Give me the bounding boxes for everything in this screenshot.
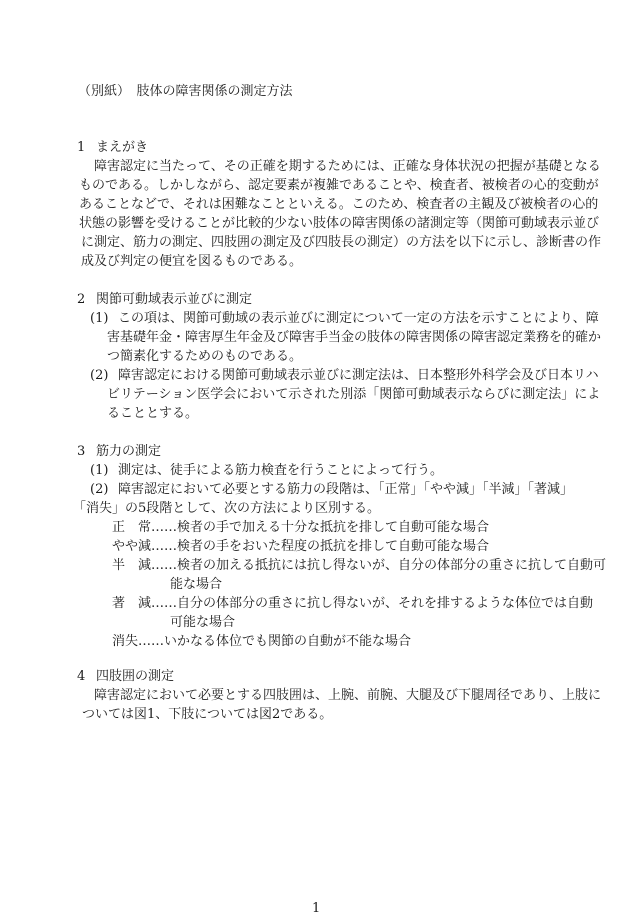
section-heading: まえがき xyxy=(96,140,149,155)
section-3-number: 3 xyxy=(77,444,86,459)
grade-desc: ……検者の手で加える十分な抵抗を排して自動可能な場合 xyxy=(151,520,490,535)
grade-desc: ……いかなる体位でも関節の自動が不能な場合 xyxy=(138,634,412,649)
grade-desc: ……自分の体部分の重さに抗し得ないが、それを排するような体位では自動 xyxy=(151,596,594,611)
item-label: (2) xyxy=(90,368,109,383)
item-line: 「消失」の5段階として、次の方法により区別する。 xyxy=(73,501,381,516)
item-label: (1) xyxy=(90,311,109,326)
paragraph-line: 障害認定に当たって、その正確を期するためには、正確な身体状況の把握が基礎となる xyxy=(94,159,601,174)
paragraph-line: あることなどで、それは困難なことといえる。このため、検査者の主観及び被検者の心的 xyxy=(79,197,599,212)
item-line: 障害認定において必要とする筋力の段階は、「正常」「やや減」「半減」「著減」 xyxy=(118,482,574,497)
grade-term: 消失 xyxy=(112,634,139,649)
item-line: 測定は、徒手による筋力検査を行うことによって行う。 xyxy=(118,463,444,478)
paragraph-line: ついては図1、下肢については図2である。 xyxy=(82,707,333,722)
grade-term: 半 減 xyxy=(112,558,152,573)
section-number: 1 xyxy=(77,140,86,155)
item-line: つ簡素化するためのものである。 xyxy=(107,349,303,364)
grade-desc: ……検者の加える抵抗には抗し得ないが、自分の体部分の重さに抗して自動可 xyxy=(151,558,607,573)
item-label: (1) xyxy=(90,463,109,478)
grade-term: やや減 xyxy=(112,539,152,554)
item-line: この項は、関節可動域の表示並びに測定について一定の方法を示すことにより、障 xyxy=(118,311,599,326)
section-4-heading: 四肢囲の測定 xyxy=(96,669,175,684)
section-3-heading: 筋力の測定 xyxy=(96,444,162,459)
item-line: ビリテーション医学会において示された別添「関節可動域表示ならびに測定法」によ xyxy=(107,387,601,402)
paragraph-line: 状態の影響を受けることが比較的少ない肢体の障害関係の諸測定等（関節可動域表示並び xyxy=(79,216,600,231)
document-title: （別紙） 肢体の障害関係の測定方法 xyxy=(78,84,293,99)
item-line: 障害認定における関節可動域表示並びに測定法は、日本整形外科学会及び日本リハ xyxy=(118,368,599,383)
paragraph-line: 障害認定において必要とする四肢囲は、上腕、前腕、大腿及び下腿周径であり、上肢に xyxy=(94,688,602,703)
grade-term: 著 減 xyxy=(112,596,152,611)
section-number: 2 xyxy=(77,292,86,307)
paragraph-line: ものである。しかしながら、認定要素が複雑であることや、検査者、被検者の心的変動が xyxy=(79,178,599,193)
item-line: 害基礎年金・障害厚生年金及び障害手当金の肢体の障害関係の障害認定業務を的確か xyxy=(107,330,602,345)
paragraph-line: 成及び判定の便宜を図るものである。 xyxy=(81,254,303,269)
section-4-number: 4 xyxy=(77,669,86,684)
item-label: (2) xyxy=(90,482,109,497)
item-line: ることとする。 xyxy=(107,406,199,421)
grade-desc: 可能な場合 xyxy=(170,615,236,630)
grade-term: 正 常 xyxy=(112,520,152,535)
paragraph-line: に測定、筋力の測定、四肢囲の測定及び四肢長の測定）の方法を以下に示し、診断書の作 xyxy=(81,235,602,250)
grade-desc: 能な場合 xyxy=(170,577,223,592)
section-heading: 関節可動域表示並びに測定 xyxy=(96,292,253,307)
grade-desc: ……検者の手をおいた程度の抵抗を排して自動可能な場合 xyxy=(151,539,490,554)
page-number: 1 xyxy=(312,901,321,916)
